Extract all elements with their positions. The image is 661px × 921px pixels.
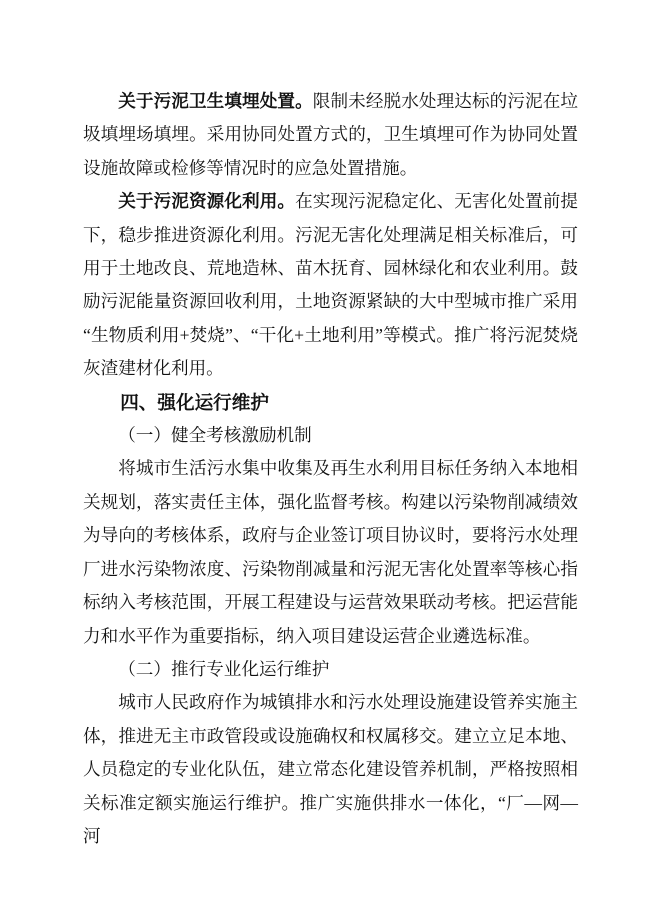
section-heading-4: 四、强化运行维护 (120, 391, 269, 413)
subsection-heading-1: （一）健全考核激励机制 (118, 425, 312, 446)
paragraph-assessment-incentive: 将城市生活污水集中收集及再生水利用目标任务纳入本地相关规划，落实责任主体，强化监督考核。构建以污染物削减绩效为导向的考核体系，政府与企业签订项目协议时，要将污水处理厂进水污染物浓度、污染物削减量和污泥无害化处置率等核心指标纳入考核范围，开展工程建设与运营效果联动考核。把运营能力和水平作为重要指标，纳入项目建设运营企业遴选标准。 (83, 458, 578, 646)
paragraph-sludge-landfill (83, 85, 578, 185)
paragraph-text: 在实现污泥稳定化、无害化处置前提下，稳步推进资源化利用。污泥无害化处理满足相关标准后，可用于土地改良、荒地造林、苗木抚育、园林绿化和农业利用。鼓励污泥能量资源回收利用，土地资源紧缺的大中型城市推广采用“生物质利用+焚烧”、“干化+土地利用”等模式。推广将污泥焚烧灰渣建材化利用。 (83, 191, 578, 379)
paragraph-bold-lead: 关于污泥卫生填埋处置。 (118, 91, 313, 111)
paragraph-sludge-resource-use (83, 185, 578, 385)
paragraph-bold-lead: 关于污泥资源化利用。 (118, 191, 296, 212)
paragraph-text: 限制未经脱水处理达标的污泥在垃圾填埋场填埋。采用协同处置方式的，卫生填埋可作为协同处置设施故障或检修等情况时的应急处置措施。 (83, 91, 578, 178)
paragraph-professional-maintenance: 城市人民政府作为城镇排水和污水处理设施建设管养实施主体，推进无主市政管段或设施确权和权属移交。建立立足本地、人员稳定的专业化队伍，建立常态化建设管养机制，严格按照相关标准定额实施运行维护。推广实施供排水一体化，“厂—网—河 (83, 692, 578, 846)
subsection-heading-2: （二）推行专业化运行维护 (118, 658, 330, 679)
